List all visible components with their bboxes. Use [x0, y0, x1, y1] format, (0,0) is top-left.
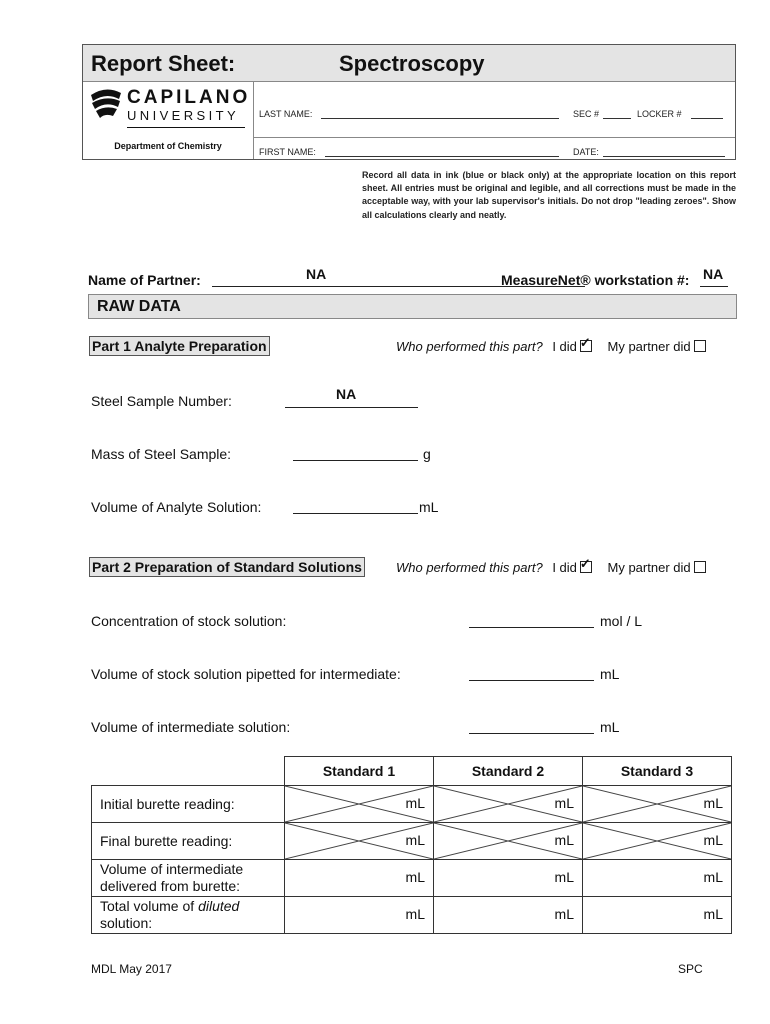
- part1-who-performed: [396, 339, 706, 354]
- cell-unit: mL: [703, 832, 723, 848]
- table-cell[interactable]: [285, 823, 434, 860]
- table-cell[interactable]: [285, 897, 434, 934]
- table-cell[interactable]: [434, 897, 583, 934]
- cell-unit: mL: [405, 869, 425, 885]
- cell-unit: mL: [554, 869, 574, 885]
- analyte-volume-label: Volume of Analyte Solution:: [91, 499, 262, 515]
- table-corner: [92, 757, 285, 786]
- part2-i-did-label: I did: [552, 560, 577, 575]
- row-label-part: solution:: [100, 915, 153, 931]
- cell-unit: mL: [405, 906, 425, 922]
- row-label-part: Total volume of: [100, 898, 199, 914]
- part1-i-did-label: I did: [552, 339, 577, 354]
- date-field[interactable]: [603, 147, 725, 157]
- department-label: Department of Chemistry: [114, 141, 222, 151]
- university-name-line1: CAPILANO: [127, 87, 251, 108]
- intermediate-volume-unit: mL: [600, 719, 620, 735]
- partner-row: [88, 266, 738, 290]
- stock-volume-field[interactable]: [469, 680, 594, 681]
- part1-partner-did-checkbox[interactable]: [694, 340, 706, 352]
- part2-i-did-checkbox[interactable]: [580, 561, 592, 573]
- table-row: [92, 786, 732, 823]
- cell-unit: mL: [703, 906, 723, 922]
- part2-who-question: Who performed this part?: [396, 560, 543, 575]
- first-name-label: FIRST NAME:: [259, 147, 316, 157]
- table-cell[interactable]: [285, 860, 434, 897]
- steel-sample-line: [285, 407, 418, 408]
- row-label: Final burette reading:: [92, 823, 285, 860]
- table-cell[interactable]: [434, 860, 583, 897]
- part1-partner-did-label: My partner did: [607, 339, 691, 354]
- locker-label: LOCKER #: [637, 109, 682, 119]
- analyte-volume-field[interactable]: [293, 513, 418, 514]
- cell-unit: mL: [554, 906, 574, 922]
- sec-label: SEC #: [573, 109, 600, 119]
- row-label: Volume of intermediate delivered from burette:: [92, 860, 285, 897]
- row-label: Initial burette reading:: [92, 786, 285, 823]
- table-row: [92, 897, 732, 934]
- workstation-field-line: [700, 286, 728, 287]
- cell-unit: mL: [703, 869, 723, 885]
- stock-concentration-field[interactable]: [469, 627, 594, 628]
- cell-unit: mL: [554, 832, 574, 848]
- first-name-field[interactable]: [325, 147, 559, 157]
- column-header: Standard 3: [583, 757, 732, 786]
- cell-unit: mL: [405, 795, 425, 811]
- standards-table: [91, 756, 732, 934]
- part2-title: Part 2 Preparation of Standard Solutions: [89, 557, 365, 577]
- footer-left: MDL May 2017: [91, 962, 172, 976]
- logo-divider: [127, 127, 245, 128]
- title-band: [83, 45, 735, 82]
- report-header: [82, 44, 736, 160]
- table-cell[interactable]: [583, 860, 732, 897]
- mass-steel-field[interactable]: [293, 460, 418, 461]
- cell-unit: mL: [554, 795, 574, 811]
- header-row-divider: [253, 137, 735, 138]
- capilano-logo-icon: [89, 87, 123, 121]
- table-cell[interactable]: [583, 897, 732, 934]
- stock-concentration-label: Concentration of stock solution:: [91, 613, 287, 629]
- partner-name-field[interactable]: NA: [306, 266, 327, 282]
- steel-sample-field[interactable]: NA: [336, 386, 357, 402]
- stock-volume-unit: mL: [600, 666, 620, 682]
- column-header: Standard 1: [285, 757, 434, 786]
- university-logo-block: [83, 81, 254, 159]
- intermediate-volume-field[interactable]: [469, 733, 594, 734]
- last-name-label: LAST NAME:: [259, 109, 313, 119]
- part1-i-did-checkbox[interactable]: [580, 340, 592, 352]
- table-cell[interactable]: [583, 823, 732, 860]
- last-name-field[interactable]: [321, 109, 559, 119]
- table-cell[interactable]: [434, 823, 583, 860]
- raw-data-heading: RAW DATA: [97, 298, 181, 315]
- row-label: [92, 897, 285, 934]
- column-header: Standard 2: [434, 757, 583, 786]
- part2-partner-did-checkbox[interactable]: [694, 561, 706, 573]
- cell-unit: mL: [703, 795, 723, 811]
- table-row: [92, 860, 732, 897]
- part2-partner-did-label: My partner did: [607, 560, 691, 575]
- part1-who-question: Who performed this part?: [396, 339, 543, 354]
- footer-right: SPC: [678, 962, 703, 976]
- cell-unit: mL: [405, 832, 425, 848]
- analyte-volume-unit: mL: [419, 499, 439, 515]
- raw-data-bar: [88, 294, 737, 319]
- university-name-line2: UNIVERSITY: [127, 108, 240, 123]
- stock-volume-label: Volume of stock solution pipetted for intermediate:: [91, 666, 401, 682]
- table-cell[interactable]: [434, 786, 583, 823]
- report-sheet-label: Report Sheet:: [91, 51, 236, 76]
- table-cell[interactable]: [583, 786, 732, 823]
- part2-who-performed: [396, 560, 706, 575]
- stock-concentration-unit: mol / L: [600, 613, 643, 629]
- mass-steel-label: Mass of Steel Sample:: [91, 446, 232, 462]
- table-cell[interactable]: [285, 786, 434, 823]
- workstation-label: MeasureNet® workstation #:: [501, 272, 690, 288]
- table-header-row: [92, 757, 732, 786]
- partner-label: Name of Partner:: [88, 272, 201, 288]
- report-title: Spectroscopy: [339, 51, 485, 76]
- part1-title: Part 1 Analyte Preparation: [89, 336, 270, 356]
- mass-steel-unit: g: [423, 446, 431, 462]
- steel-sample-label: Steel Sample Number:: [91, 393, 232, 409]
- row-label-emphasis: diluted: [198, 898, 240, 914]
- workstation-field[interactable]: NA: [703, 266, 724, 282]
- locker-field[interactable]: [691, 109, 723, 119]
- sec-field[interactable]: [603, 109, 631, 119]
- intermediate-volume-label: Volume of intermediate solution:: [91, 719, 291, 735]
- table-row: [92, 823, 732, 860]
- date-label: DATE:: [573, 147, 599, 157]
- instructions-text: Record all data in ink (blue or black only) at the appropriate location on this report sheet. All entries must be original and legible, and all corrections must be made in the acceptable way, with your lab supervisor's initials. Do not drop "leading zeroes". Show all calculations clearly and neatly.: [362, 170, 736, 220]
